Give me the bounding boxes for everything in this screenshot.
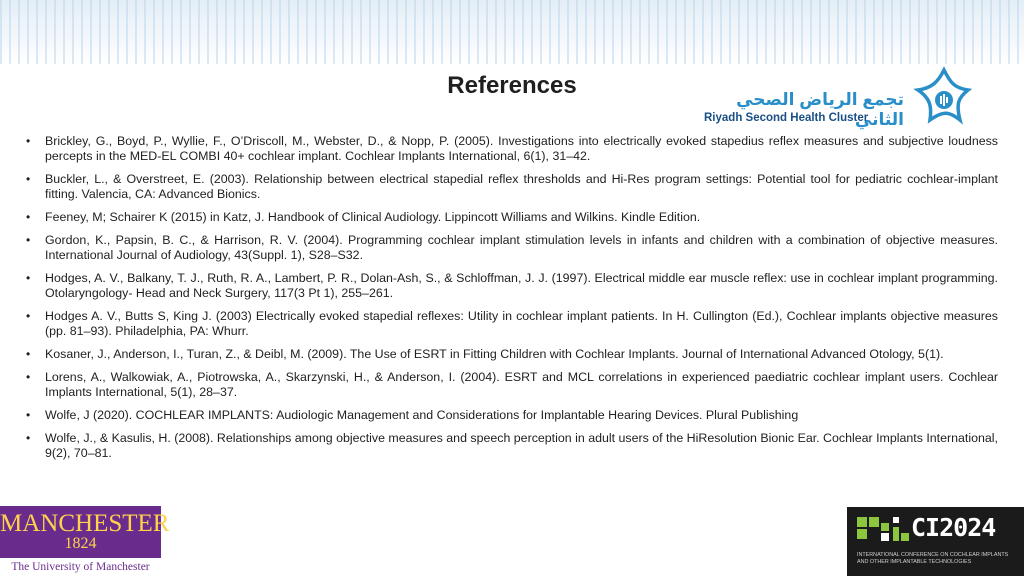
bullet: •: [26, 370, 31, 384]
manchester-wordmark: MANCHESTER: [0, 510, 170, 537]
reference-item: [26, 210, 998, 225]
reference-item: [26, 309, 998, 339]
manchester-year: 1824: [64, 535, 97, 552]
reference-item: [26, 233, 998, 263]
bullet: •: [26, 347, 31, 361]
bullet: •: [26, 271, 31, 285]
reference-item: [26, 172, 998, 202]
reference-text: Hodges, A. V., Balkany, T. J., Ruth, R. A., Lambert, P. R., Dolan-Ash, S., & Schloffman, J. J. (1997). Electrical middle ear muscle reflex: use in cochlear implant programming. Otolaryngology- Head and Neck Surgery, 117(3 Pt 1), 255–261.: [45, 271, 998, 300]
rshc-english-name: Riyadh Second Health Cluster: [704, 112, 869, 124]
reference-item: [26, 370, 998, 400]
reference-item: [26, 347, 998, 362]
ci2024-mark-icon: [857, 515, 911, 545]
ci2024-wordmark: CI2024: [911, 513, 996, 542]
reference-text: Brickley, G., Boyd, P., Wyllie, F., O’Driscoll, M., Webster, D., & Nopp, P. (2005). Investigations into electrically evoked stapedius reflex measures and subjective loudness percepts in the MED-EL COMBI 40+ cochlear implant. Cochlear Implants International, 6(1), 31–42.: [45, 134, 998, 163]
reference-text: Hodges A. V., Butts S, King J. (2003) Electrically evoked stapedial reflexes: Utility in cochlear implant patients. In H. Cullington (Ed.), Cochlear implants objective measures (pp. 81–93). Philadelphia, PA: Whurr.: [45, 309, 998, 338]
bullet: •: [26, 408, 31, 422]
ci2024-logo: [847, 507, 1024, 576]
header-band: [0, 0, 1024, 64]
reference-text: Lorens, A., Walkowiak, A., Piotrowska, A., Skarzynski, H., & Anderson, I. (2004). ESRT and MCL correlations in experienced paediatric cochlear implant users. Cochlear Implants International, 5(1), 28–37.: [45, 370, 998, 399]
ci2024-subtitle: INTERNATIONAL CONFERENCE ON COCHLEAR IMPLANTS AND OTHER IMPLANTABLE TECHNOLOGIES: [857, 552, 1009, 565]
star-hand-emblem-icon: [910, 66, 978, 134]
bullet: •: [26, 134, 31, 148]
reference-item: [26, 134, 998, 164]
reference-text: Buckler, L., & Overstreet, E. (2003). Relationship between electrical stapedial reflex thresholds and Hi-Res program settings: Potential tool for pediatric cochlear-implant fitting. Valencia, CA: Advanced Bionics.: [45, 172, 998, 201]
bullet: •: [26, 431, 31, 445]
reference-item: [26, 271, 998, 301]
bullet: •: [26, 309, 31, 323]
bullet: •: [26, 210, 31, 224]
reference-text: Wolfe, J., & Kasulis, H. (2008). Relationships among objective measures and speech perception in adult users of the HiResolution Bionic Ear. Cochlear Implants International, 9(2), 70–81.: [45, 431, 998, 460]
rshc-arabic-name: تجمع الرياض الصحي الثاني: [736, 90, 904, 129]
references-list: [26, 134, 998, 469]
bullet: •: [26, 233, 31, 247]
reference-text: Wolfe, J (2020). COCHLEAR IMPLANTS: Audiologic Management and Considerations for Implantable Hearing Devices. Plural Publishing: [45, 408, 799, 422]
reference-text: Feeney, M; Schairer K (2015) in Katz, J. Handbook of Clinical Audiology. Lippincott Williams and Wilkins. Kindle Edition.: [45, 210, 701, 224]
reference-item: [26, 408, 998, 423]
riyadh-health-cluster-logo: [700, 66, 1018, 138]
page-title: References: [447, 72, 577, 99]
manchester-university-name: The University of Manchester: [0, 558, 161, 576]
bullet: •: [26, 172, 31, 186]
university-of-manchester-logo: [0, 506, 170, 576]
reference-text: Kosaner, J., Anderson, I., Turan, Z., & Deibl, M. (2009). The Use of ESRT in Fitting Children with Cochlear Implants. Journal of International Advanced Otology, 5(1).: [45, 347, 944, 361]
reference-item: [26, 431, 998, 461]
reference-text: Gordon, K., Papsin, B. C., & Harrison, R. V. (2004). Programming cochlear implant stimulation levels in infants and children with a combination of objective measures. International Journal of Audiology, 43(Suppl. 1), S28–S32.: [45, 233, 998, 262]
